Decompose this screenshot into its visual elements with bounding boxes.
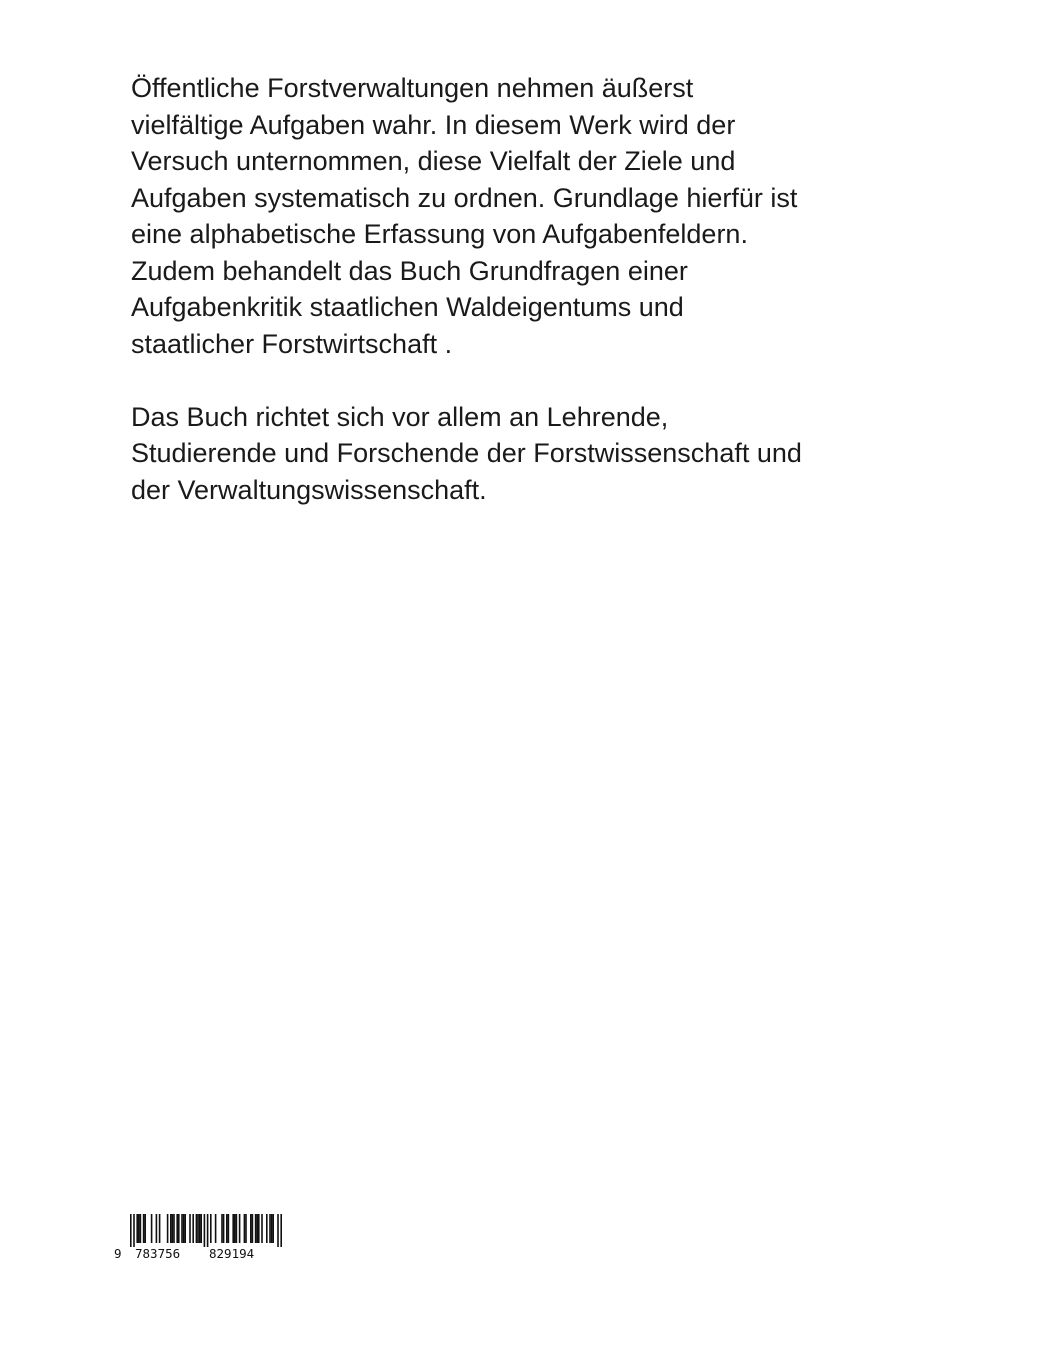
barcode-bar bbox=[140, 1214, 142, 1243]
barcode-bar bbox=[184, 1214, 186, 1243]
barcode-bar bbox=[143, 1214, 145, 1243]
barcode-bar bbox=[172, 1214, 174, 1243]
isbn-digit-group-right: 829194 bbox=[209, 1246, 255, 1261]
barcode-bar bbox=[271, 1214, 273, 1243]
barcode-bar bbox=[245, 1214, 247, 1243]
barcode-bar bbox=[156, 1214, 158, 1243]
barcode-bar bbox=[272, 1214, 274, 1243]
barcode-bar bbox=[176, 1214, 178, 1243]
blurb-line: Öffentliche Forstverwaltungen nehmen äußerst bbox=[131, 73, 694, 103]
barcode-bar bbox=[239, 1214, 241, 1243]
barcode-bar bbox=[181, 1214, 183, 1243]
barcode-guard-bar bbox=[204, 1214, 206, 1247]
barcode-bar bbox=[192, 1214, 194, 1243]
barcode-bar bbox=[136, 1214, 138, 1243]
barcode-guard-bar bbox=[133, 1214, 135, 1247]
blurb-paragraph-1 bbox=[131, 70, 891, 362]
barcode-bar bbox=[244, 1214, 246, 1243]
barcode-bar bbox=[236, 1214, 238, 1243]
barcode-bar bbox=[138, 1214, 140, 1243]
barcode-bar bbox=[215, 1214, 217, 1243]
barcode-bar bbox=[178, 1214, 180, 1243]
barcode-bar bbox=[226, 1214, 228, 1243]
isbn-barcode bbox=[110, 1214, 282, 1264]
barcode-bar bbox=[189, 1214, 191, 1243]
blurb-line: Studierende und Forschende der Forstwissenschaft und bbox=[131, 438, 802, 468]
isbn-digit-group-lead: 9 bbox=[114, 1246, 122, 1261]
isbn-digits bbox=[110, 1247, 282, 1317]
blurb-line: vielfältige Aufgaben wahr. In diesem Werk wird der bbox=[131, 109, 736, 140]
barcode-bar bbox=[199, 1214, 201, 1243]
barcode-bar bbox=[196, 1214, 198, 1243]
barcode-bar bbox=[151, 1214, 153, 1243]
barcode-guard-bar bbox=[207, 1214, 209, 1247]
blurb-line: Zudem behandelt das Buch Grundfragen einer bbox=[131, 255, 688, 286]
barcode-bar bbox=[197, 1214, 199, 1243]
blurb-line: Versuch unternommen, diese Vielfalt der Ziele und bbox=[131, 146, 736, 176]
barcode-bar bbox=[256, 1214, 258, 1243]
barcode-bar bbox=[258, 1214, 260, 1243]
barcode-bar bbox=[144, 1214, 146, 1243]
barcode-bar bbox=[159, 1214, 161, 1243]
barcode-bar bbox=[200, 1214, 202, 1243]
barcode-bar bbox=[221, 1214, 223, 1243]
blurb-line: staatlicher Forstwirtschaft . bbox=[131, 328, 453, 359]
barcode-bar bbox=[232, 1214, 234, 1243]
barcode-bar bbox=[210, 1214, 212, 1243]
barcode-bar bbox=[167, 1214, 169, 1243]
barcode-guard-bar bbox=[277, 1214, 279, 1247]
barcode-guard-bar bbox=[130, 1214, 132, 1247]
barcode-bar bbox=[223, 1214, 225, 1243]
barcode-bar bbox=[173, 1214, 175, 1243]
blurb-line: Aufgabenkritik staatlichen Waldeigentums und bbox=[131, 292, 684, 322]
barcode-bar bbox=[252, 1214, 254, 1243]
barcode-bar bbox=[234, 1214, 236, 1243]
barcode-bar bbox=[170, 1214, 172, 1243]
barcode-guard-bar bbox=[280, 1214, 282, 1247]
barcode-bar bbox=[183, 1214, 185, 1243]
barcode-bar bbox=[228, 1214, 230, 1243]
blurb-line: der Verwaltungswissenschaft. bbox=[131, 474, 487, 505]
barcode-bar bbox=[266, 1214, 268, 1243]
blurb-paragraph-2 bbox=[131, 399, 891, 509]
blurb-line: Das Buch richtet sich vor allem an Lehrende, bbox=[131, 401, 669, 432]
blurb-line: Aufgaben systematisch zu ordnen. Grundlage hierfür ist bbox=[131, 182, 798, 213]
barcode-bar bbox=[250, 1214, 252, 1243]
blurb-line: eine alphabetische Erfassung von Aufgabenfeldern. bbox=[131, 219, 748, 249]
barcode-bar bbox=[269, 1214, 271, 1243]
barcode-bars bbox=[110, 1214, 282, 1247]
isbn-digit-group-left: 783756 bbox=[135, 1246, 181, 1261]
barcode-bar bbox=[255, 1214, 257, 1243]
barcode-bar bbox=[261, 1214, 263, 1243]
book-blurb bbox=[131, 70, 891, 508]
